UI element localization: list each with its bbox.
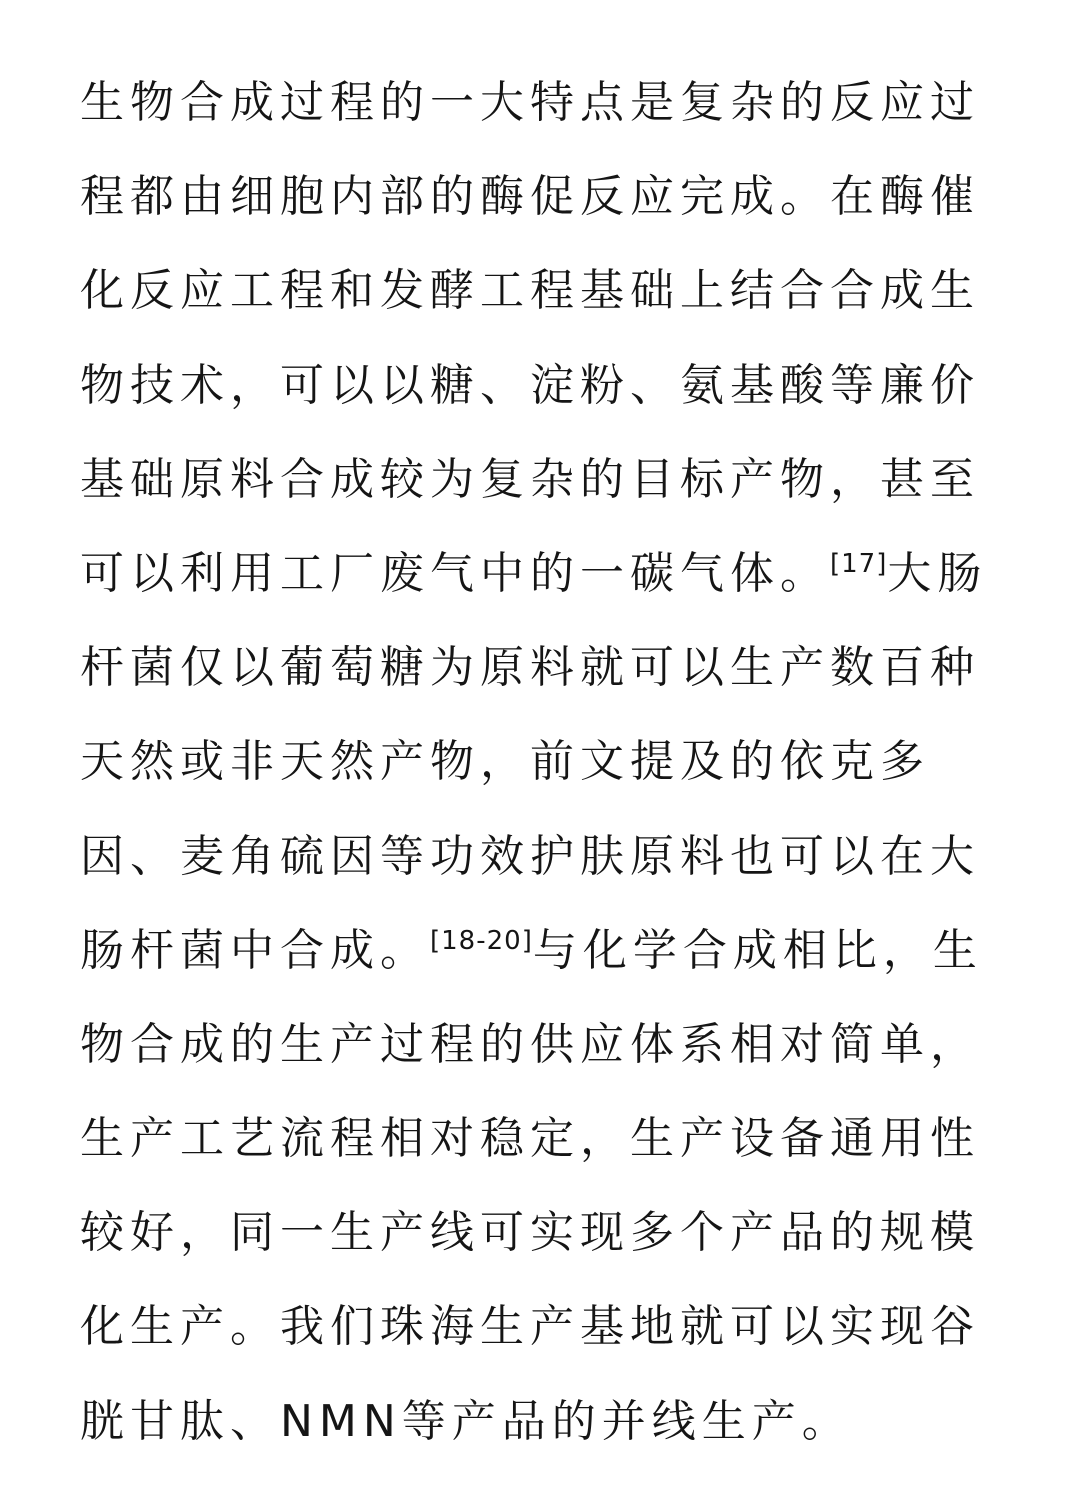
text-line-13: 较好，同一生产线可实现多个产品的规模 xyxy=(80,1207,980,1259)
text-line-3: 化反应工程和发酵工程基础上结合合成生 xyxy=(80,265,980,317)
article-body xyxy=(80,56,1000,1469)
text-line-2: 程都由细胞内部的酶促反应完成。在酶催 xyxy=(80,171,980,223)
text-line-5: 基础原料合成较为复杂的目标产物，甚至 xyxy=(80,453,980,505)
text-line-8: 天然或非天然产物，前文提及的依克多 xyxy=(80,736,930,788)
text-line-14: 化生产。我们珠海生产基地就可以实现谷 xyxy=(80,1301,980,1353)
text-line-4: 物技术，可以以糖、淀粉、氨基酸等廉价 xyxy=(80,359,980,411)
text-line-12: 生产工艺流程相对稳定，生产设备通用性 xyxy=(80,1113,980,1165)
text-line-10: 肠杆菌中合成。[18-20]与化学合成相比，生 xyxy=(80,924,983,976)
text-line-6: 可以利用工厂废气中的一碳气体。[17]大肠 xyxy=(80,547,988,599)
citation-18-20: [18-20] xyxy=(430,925,533,956)
text-line-7: 杆菌仅以葡萄糖为原料就可以生产数百种 xyxy=(80,642,980,694)
text-line-15: 胱甘肽、NMN等产品的并线生产。 xyxy=(80,1395,852,1447)
citation-17: [17] xyxy=(830,548,888,579)
text-line-11: 物合成的生产过程的供应体系相对简单， xyxy=(80,1018,980,1070)
text-line-1: 生物合成过程的一大特点是复杂的反应过 xyxy=(80,77,980,128)
text-line-9: 因、麦角硫因等功效护肤原料也可以在大 xyxy=(80,830,980,882)
